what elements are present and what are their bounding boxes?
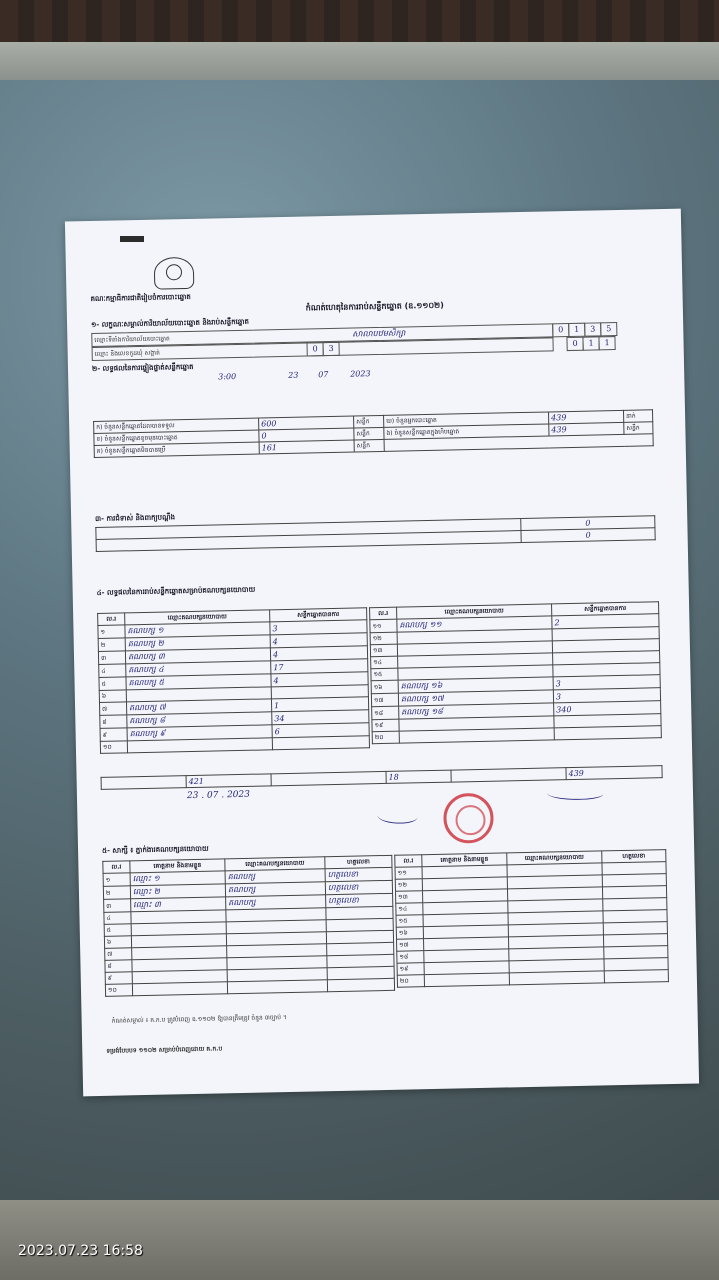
footnote: កំណត់សម្គាល់ ៖ គ.ក.ប ត្រូវបំពេញ ឧ.១១០២ ឱ្យបានត្រឹមត្រូវ ចំនួន ៣ច្បាប់ ។ xyxy=(111,1014,287,1025)
section-5-title: ៥- សាក្សី ៖ ភ្នាក់ងារគណបក្សនយោបាយ xyxy=(102,844,209,855)
commune-label: ឈ្មោះ និងលេខកូដឃុំ សង្កាត់ xyxy=(94,349,160,358)
witness-name: ឈ្មោះ ២ xyxy=(130,884,225,899)
unit-label: សន្លឹក xyxy=(356,430,370,438)
chief-signature xyxy=(377,808,417,824)
col-no: ល.រ xyxy=(395,855,422,868)
official-stamp-icon xyxy=(443,793,494,844)
station-name-value: សាលាបឋមសិក្សា xyxy=(352,328,406,339)
witness-no: ៣ xyxy=(104,899,131,913)
party-no: ៦ xyxy=(99,690,126,703)
witness-cell: ២០ xyxy=(397,975,424,988)
form-footer: ទម្រង់បែបបទ ១១០២ សម្រាប់បំពេញដោយ គ.ក.ប xyxy=(106,1045,223,1055)
row-c-label: គ) ចំនួនសន្លឹកឆ្នោតមិនបានប្រើ xyxy=(96,446,166,455)
royal-emblem-icon xyxy=(154,257,195,290)
party-votes: 4 xyxy=(270,633,367,648)
party-no: ១៩ xyxy=(372,719,399,732)
witness-no: ១ xyxy=(103,873,130,887)
witness-no: ៦ xyxy=(104,936,131,949)
witness-cell xyxy=(604,970,668,983)
witness-party xyxy=(227,980,327,994)
party-votes: 3 xyxy=(553,675,660,690)
party-name: គណបក្ស ១១ xyxy=(397,616,552,632)
party-no: ១៣ xyxy=(370,644,397,657)
date-month: 07 xyxy=(318,370,329,380)
party-no: ១៥ xyxy=(371,668,398,681)
witness-name xyxy=(132,982,227,996)
village-digit: 1 xyxy=(598,336,615,350)
date-day: 23 xyxy=(288,370,299,380)
complaints-value: 0 xyxy=(585,530,591,540)
witness-party: គណបក្ស xyxy=(225,869,325,884)
row-a-label: ក) ចំនួនសន្លឹកឆ្នោតដែលបានទទួល xyxy=(96,422,175,431)
witness-cell: ១៦ xyxy=(396,927,423,940)
ledge xyxy=(0,1200,719,1280)
org-header: គណៈកម្មាធិការជាតិរៀបចំការបោះឆ្នោត xyxy=(90,292,191,304)
party-votes: 2 xyxy=(552,614,659,629)
row-d-label: ឃ) ចំនួនអ្នកបោះឆ្នោត xyxy=(386,416,437,425)
commune-digit: 0 xyxy=(306,342,323,356)
station-number-boxes xyxy=(553,322,617,337)
witness-sig: ហត្ថលេខា xyxy=(326,893,393,907)
party-votes xyxy=(554,726,661,740)
board-frame-edge xyxy=(0,42,719,80)
village-code-boxes xyxy=(567,336,615,351)
party-no: ៣ xyxy=(98,651,125,665)
wall-top xyxy=(0,0,719,42)
unit-label: នាក់ xyxy=(626,412,636,420)
party-votes: 3 xyxy=(270,620,367,635)
section-3-title: ៣- ការជំទាស់ និងពាក្យបណ្តឹង xyxy=(95,513,176,523)
witness-no: ៨ xyxy=(105,960,132,973)
witness-cell xyxy=(424,973,509,987)
row-d-value: 439 xyxy=(551,413,567,423)
party-no: ៨ xyxy=(100,715,127,729)
col-party: ឈ្មោះគណបក្សនយោបាយ xyxy=(397,604,552,619)
witness-sig: ហត្ថលេខា xyxy=(325,880,392,894)
commune-code-boxes xyxy=(307,342,339,357)
unit-label: សន្លឹក xyxy=(356,442,371,450)
party-no: ១០ xyxy=(100,741,127,754)
party-votes: 17 xyxy=(271,659,368,674)
party-votes xyxy=(272,736,369,750)
secretary-signature xyxy=(547,786,603,800)
party-name: គណបក្ស ៤ xyxy=(126,661,271,677)
party-no: ១៤ xyxy=(371,656,398,669)
witness-no: ៩ xyxy=(105,972,132,985)
witness-cell: ១៥ xyxy=(396,915,423,928)
party-votes: 4 xyxy=(271,672,368,687)
row-e-value: 439 xyxy=(551,425,567,435)
date-year: 2023 xyxy=(350,369,371,379)
witness-no: ២ xyxy=(103,886,130,900)
witness-sig xyxy=(327,978,394,991)
total-valid: 421 xyxy=(188,776,205,787)
station-digit: 5 xyxy=(600,322,617,336)
party-name: គណបក្ស ១៨ xyxy=(399,703,554,719)
party-votes: 340 xyxy=(554,701,661,716)
party-name: គណបក្ស ៣ xyxy=(125,648,270,664)
commune-digit: 3 xyxy=(322,342,339,356)
party-name xyxy=(127,738,272,753)
party-name: គណបក្ស ៧ xyxy=(126,699,271,715)
witness-no: ៥ xyxy=(104,924,131,937)
party-no: ១៦ xyxy=(371,680,398,694)
col-name: គោត្តនាម និងនាមខ្លួន xyxy=(422,853,507,867)
village-digit: 0 xyxy=(566,337,583,351)
party-no: ៩ xyxy=(100,728,127,742)
party-no: ៧ xyxy=(99,702,126,716)
party-no: ២ xyxy=(98,638,125,652)
witness-cell: ១១ xyxy=(395,867,422,880)
party-votes: 6 xyxy=(272,723,369,738)
party-name: គណបក្ស ៥ xyxy=(126,674,271,690)
witness-name: ឈ្មោះ ១ xyxy=(130,871,225,886)
witness-cell: ១៣ xyxy=(396,891,423,904)
col-name: គោត្តនាម និងនាមខ្លួន xyxy=(130,859,225,873)
party-name: គណបក្ស ២ xyxy=(125,635,270,651)
witness-table-right xyxy=(394,849,669,988)
witness-no: ៤ xyxy=(104,912,131,925)
party-votes: 4 xyxy=(270,646,367,661)
row-a-value: 600 xyxy=(261,419,277,429)
party-name: គណបក្ស ៩ xyxy=(127,725,272,741)
col-votes: សន្លឹកឆ្នោតបានការ xyxy=(270,608,367,622)
col-signature: ហត្ថលេខា xyxy=(602,850,666,863)
sign-date: 23 . 07 . 2023 xyxy=(186,789,251,802)
witness-sig: ហត្ថលេខា xyxy=(325,867,392,881)
row-c-value: 161 xyxy=(261,443,278,453)
col-party: ឈ្មោះគណបក្សនយោបាយ xyxy=(125,610,270,625)
photo-timestamp: 2023.07.23 16:58 xyxy=(18,1243,143,1259)
form-title: កំណត់ហេតុនៃការរាប់សន្លឹកឆ្នោត (ឧ.១១០២) xyxy=(305,300,444,313)
row-e-label: ង) ចំនួនសន្លឹកឆ្នោតក្នុងហិបឆ្នោត xyxy=(386,428,460,437)
party-no: ១៧ xyxy=(371,693,398,707)
witness-cell: ១៧ xyxy=(397,939,424,952)
section-4-title: ៤- លទ្ធផលនៃការរាប់សន្លឹកឆ្នោតសម្រាប់គណបក្សនយោបាយ xyxy=(96,585,256,597)
party-votes: 3 xyxy=(553,688,660,703)
party-no: ១ xyxy=(98,625,125,639)
party-no: ១១ xyxy=(370,619,397,633)
section-1-title: ១- លក្ខណៈសម្គាល់ការិយាល័យបោះឆ្នោត និងរាប់សន្លឹកឆ្នោត xyxy=(90,317,250,330)
witness-cell: ១៨ xyxy=(397,951,424,964)
start-time: 3:00 xyxy=(218,371,237,382)
witness-cell: ១៤ xyxy=(396,903,423,916)
party-no: ១៨ xyxy=(372,706,399,720)
station-digit: 3 xyxy=(584,322,601,336)
col-signature: ហត្ថលេខា xyxy=(325,855,392,868)
col-party: ឈ្មោះគណបក្សនយោបាយ xyxy=(507,851,602,865)
unit-label: សន្លឹក xyxy=(356,418,370,426)
col-party: ឈ្មោះគណបក្សនយោបាយ xyxy=(225,857,325,871)
party-no: ១២ xyxy=(370,632,397,645)
tape-mark xyxy=(120,236,144,242)
witness-no: ៧ xyxy=(105,948,132,961)
witness-party: គណបក្ស xyxy=(225,882,325,897)
total-ballots: 439 xyxy=(568,768,584,779)
col-no: ល.រ xyxy=(103,861,130,874)
objections-value: 0 xyxy=(585,518,591,528)
total-invalid: 18 xyxy=(388,772,399,782)
party-votes: 1 xyxy=(271,697,368,712)
witness-cell: ១៩ xyxy=(397,963,424,976)
party-name xyxy=(399,728,554,743)
row-b-value: 0 xyxy=(261,431,267,441)
row-b-label: ខ) ចំនួនសន្លឹកឆ្នោតខូចមុនបោះឆ្នោត xyxy=(96,434,178,443)
party-no: ៤ xyxy=(99,664,126,678)
party-results-right xyxy=(369,601,662,744)
party-no: ៥ xyxy=(99,677,126,691)
col-votes: សន្លឹកឆ្នោតបានការ xyxy=(552,602,659,616)
col-no: ល.រ xyxy=(98,613,125,626)
village-digit: 1 xyxy=(582,336,599,350)
party-name: គណបក្ស ៨ xyxy=(127,712,272,728)
station-name-label: ឈ្មោះទីតាំងការិយាល័យបោះឆ្នោត xyxy=(94,335,170,344)
party-votes: 34 xyxy=(272,710,369,725)
election-form-sheet xyxy=(65,209,699,1097)
party-name: គណបក្ស ១៧ xyxy=(398,690,553,706)
witness-no: ១០ xyxy=(105,984,132,997)
witness-cell xyxy=(509,971,604,985)
section-2-title: ២- លទ្ធផលនៃការផ្ទៀងផ្ទាត់សន្លឹកឆ្នោត xyxy=(91,362,194,374)
witness-table-left xyxy=(102,855,395,997)
objections-table xyxy=(95,515,655,552)
ballot-reconciliation-table xyxy=(93,409,654,458)
col-no: ល.រ xyxy=(370,607,397,620)
station-digit: 1 xyxy=(568,323,585,337)
party-name: គណបក្ស ១៦ xyxy=(398,677,553,693)
party-no: ២០ xyxy=(372,731,399,744)
witness-party: គណបក្ស xyxy=(226,895,326,910)
party-name: គណបក្ស ១ xyxy=(125,622,270,638)
witness-name: ឈ្មោះ ៣ xyxy=(131,897,226,912)
witness-cell: ១២ xyxy=(395,879,422,892)
party-results-left xyxy=(97,607,370,754)
station-digit: 0 xyxy=(552,323,569,337)
unit-label: សន្លឹក xyxy=(626,424,640,432)
